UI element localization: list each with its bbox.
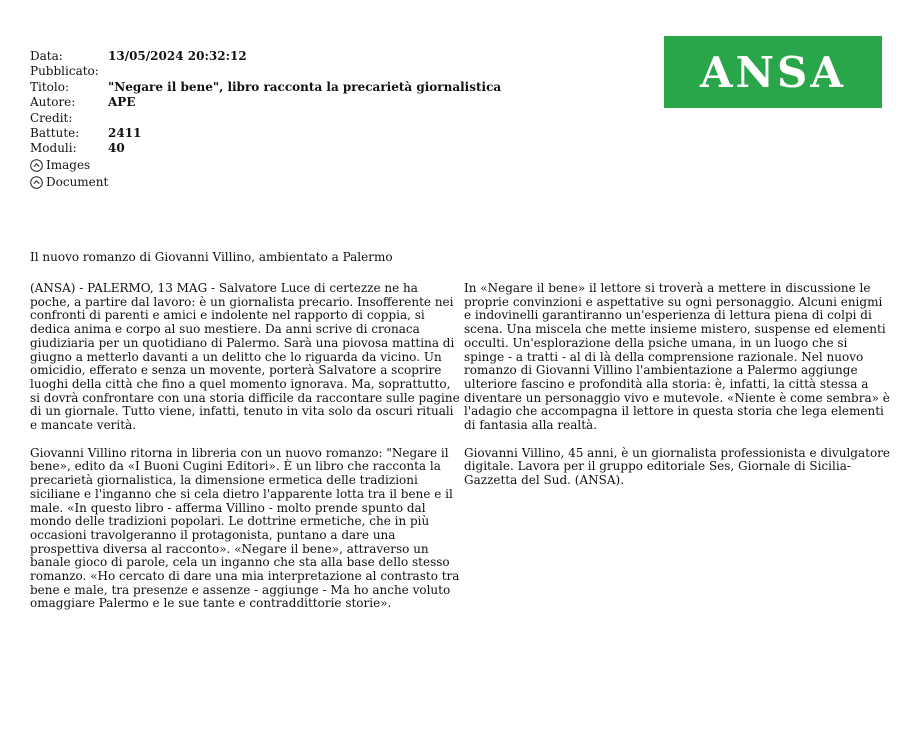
chevron-up-circle-icon [30,159,43,172]
article-subtitle: Il nuovo romanzo di Giovanni Villino, ambientato a Palermo [30,250,393,264]
meta-row-author [30,95,501,110]
meta-row-characters [30,126,501,141]
meta-label: Credit: [30,110,73,125]
meta-row-modules [30,141,501,156]
meta-value-author: APE [108,95,136,110]
chevron-up-circle-icon [30,176,43,189]
meta-row-published [30,64,501,79]
meta-label: Data: [30,49,63,63]
meta-row-title [30,80,501,95]
article-paragraph: In «Negare il bene» il lettore si troverà a mettere in discussione le proprie convinzioni e aspettative su ogni personaggio. Alcuni enigmi e indovinelli garantiranno un'esperienza di lettura piena di colpi di scena. Una miscela che mette insieme mistero, suspense ed elementi occulti. Un'esplorazione della psiche umana, in un luogo che si spinge - a tratti - al di là della comprensione razionale. Nel nuovo romanzo di Giovanni Villino l'ambientazione a Palermo aggiunge ulteriore fascino e profondità alla storia: è, infatti, la città stessa a diventare un personaggio vivo e mutevole. «Niente è come sembra» è l'adagio che accompagna il lettore in questa storia che lega elementi di fantasia alla realtà. [464,281,890,433]
ansa-logo: ANSA [664,36,882,108]
meta-label: Battute: [30,126,80,141]
images-toggle[interactable] [30,157,501,174]
article-paragraph: Giovanni Villino ritorna in libreria con un nuovo romanzo: "Negare il bene», edito da «I Buoni Cugini Editori». È un libro che racconta la precarietà giornalistica, la dimensione ermetica delle tradizioni siciliane e l'inganno che si cela dietro l'apparente lotta tra il bene e il male. «In questo libro - afferma Villino - molto prende spunto dal mondo delle tradizioni popolari. Le dottrine ermetiche, che in più occasioni travolgeranno il protagonista, puntano a dare una prospettiva diversa al racconto». «Negare il bene», attraverso un banale gioco di parole, cela un inganno che sta alla base dello stesso romanzo. «Ho cercato di dare una mia interpretazione al contrasto tra bene e male, tra presenze e assenze - aggiunge - Ma ho anche voluto omaggiare Palermo e le sue tante e contraddittorie storie». [30,445,460,611]
article-column-left [30,282,460,625]
article-column-right [464,282,890,502]
article-paragraph: (ANSA) - PALERMO, 13 MAG - Salvatore Luce di certezze ne ha poche, a partire dal lavoro: è un giornalista precario. Insofferente nei confronti di parenti e amici e indolente nel rapporto di coppia, si dedica anima e corpo al suo mestiere. Da anni scrive di cronaca giudiziaria per un quotidiano di Palermo. Sarà una piovosa mattina di giugno a metterlo davanti a un delitto che lo riguarda da vicino. Un omicidio, efferato e senza un movente, porterà Salvatore a scoprire luoghi della città che fino a quel momento ignorava. Ma, soprattutto, si dovrà confrontare con una storia difficile da raccontare sulle pagine di un giornale. Tutto viene, infatti, tenuto in vita solo da oscuri rituali e mancate verità. [30,281,460,433]
meta-value-characters: 2411 [108,126,142,141]
meta-label: Pubblicato: [30,64,99,79]
meta-row-credit [30,111,501,126]
meta-label: Autore: [30,95,76,110]
metadata-panel [30,49,501,191]
article-paragraph: Giovanni Villino, 45 anni, è un giornalista professionista e divulgatore digitale. Lavora per il gruppo editoriale Ses, Giornale di Sicilia-Gazzetta del Sud. (ANSA). [464,445,890,488]
meta-label: Titolo: [30,79,69,94]
meta-row-date [30,49,501,64]
meta-value-title: "Negare il bene", libro racconta la precarietà giornalistica [108,79,502,94]
document-toggle-label: Document [46,174,109,189]
document-toggle[interactable] [30,174,501,191]
meta-label: Moduli: [30,141,77,156]
meta-value-modules: 40 [108,141,125,156]
images-toggle-label: Images [46,157,91,172]
meta-value-date: 13/05/2024 20:32:12 [108,49,247,63]
